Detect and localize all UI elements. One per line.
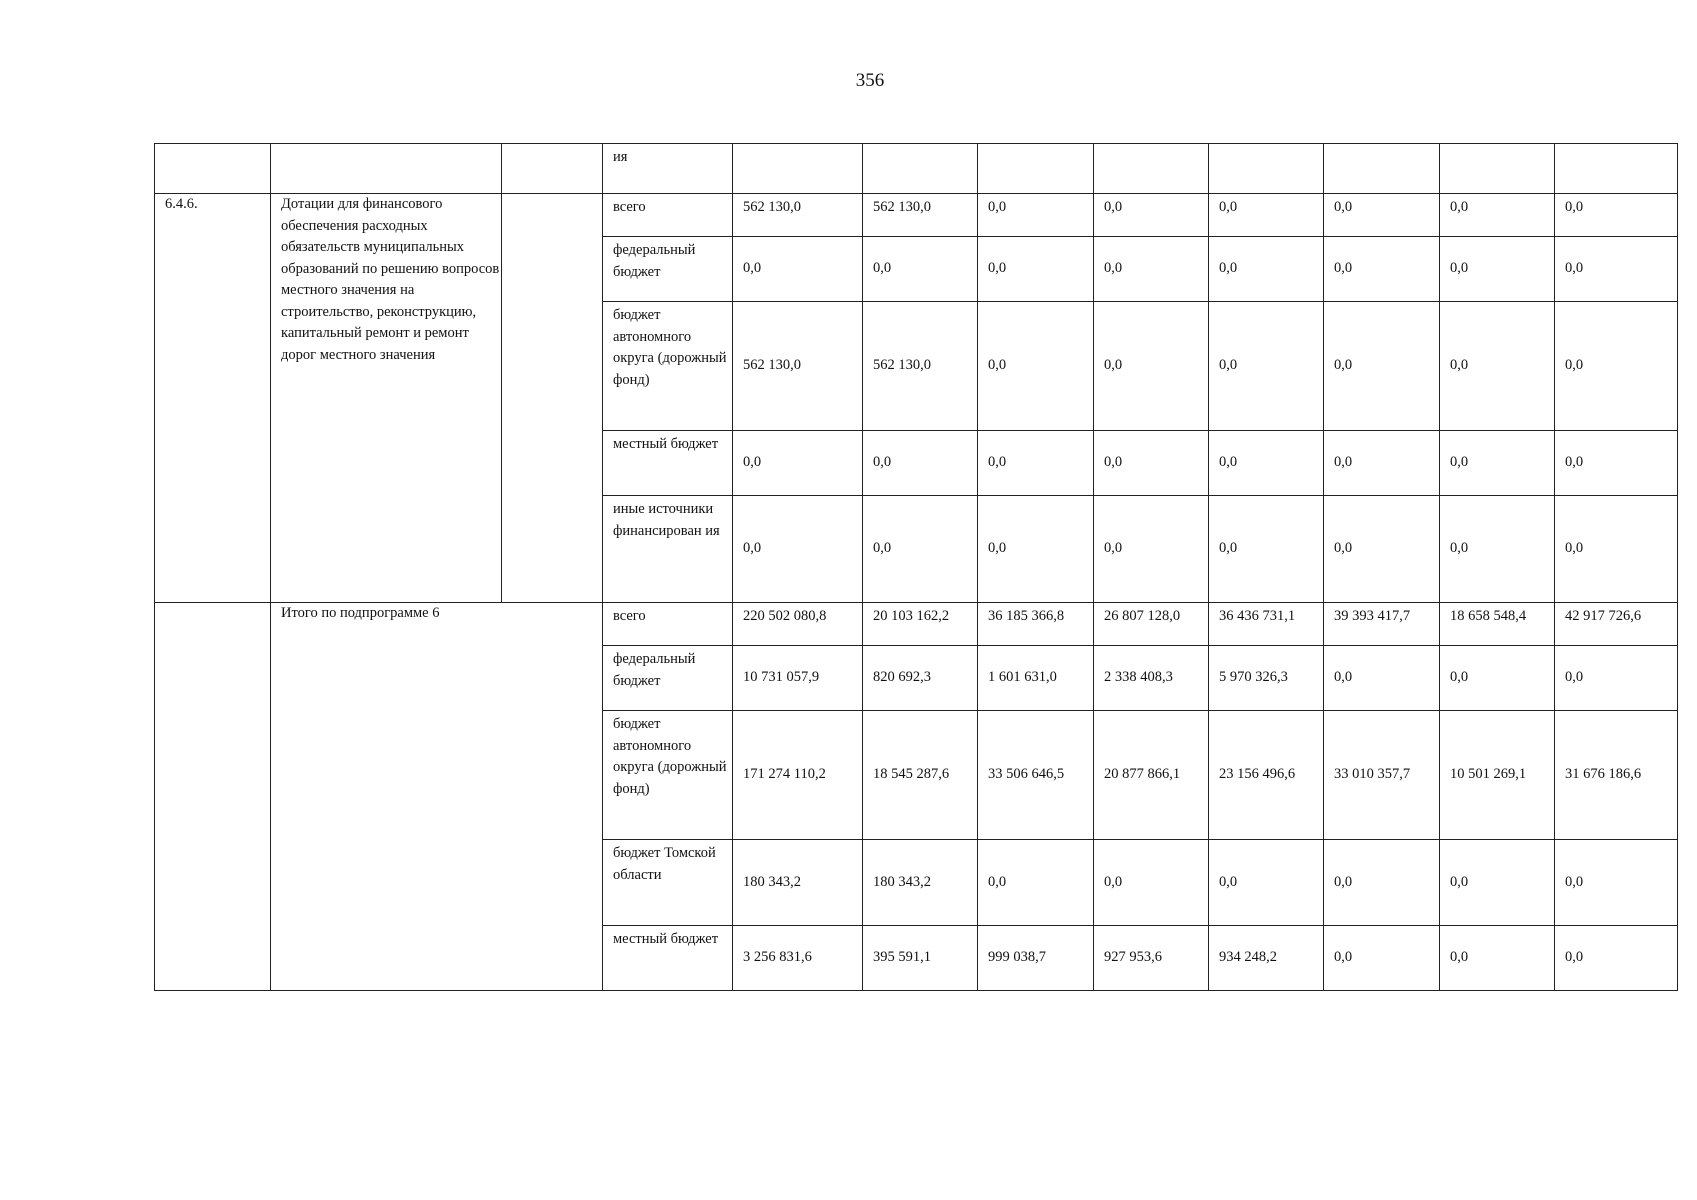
value-cell: 3 256 831,6 <box>733 926 863 991</box>
source-cell: всего <box>603 603 733 646</box>
value-cell: 220 502 080,8 <box>733 603 863 646</box>
value-cell: 562 130,0 <box>863 194 978 237</box>
source-cell: местный бюджет <box>603 431 733 496</box>
source-cell: ия <box>603 144 733 194</box>
value-cell: 0,0 <box>1324 237 1440 302</box>
value-cell: 0,0 <box>1440 431 1555 496</box>
section-name: Дотации для финансового обеспечения расходных обязательств муниципальных образований по решению вопросов местного значения на строительство, реконструкцию, капитальный ремонт и ремонт дорог местного значения <box>271 194 502 603</box>
value-cell: 0,0 <box>1555 431 1678 496</box>
source-cell: федеральный бюджет <box>603 237 733 302</box>
value-cell: 36 436 731,1 <box>1209 603 1324 646</box>
value-cell: 31 676 186,6 <box>1555 711 1678 840</box>
value-cell: 934 248,2 <box>1209 926 1324 991</box>
value-cell: 927 953,6 <box>1094 926 1209 991</box>
table-row <box>155 144 1678 194</box>
value-cell: 562 130,0 <box>863 302 978 431</box>
value-cell: 0,0 <box>1440 840 1555 926</box>
value-cell: 0,0 <box>1094 237 1209 302</box>
value-cell: 0,0 <box>1324 840 1440 926</box>
value-cell: 0,0 <box>1209 496 1324 603</box>
value-cell: 0,0 <box>733 237 863 302</box>
source-cell: федеральный бюджет <box>603 646 733 711</box>
value-cell: 0,0 <box>978 194 1094 237</box>
value-cell: 0,0 <box>733 431 863 496</box>
value-cell: 42 917 726,6 <box>1555 603 1678 646</box>
section-code: 6.4.6. <box>155 194 271 603</box>
value-cell: 0,0 <box>1324 431 1440 496</box>
source-cell: бюджет Томской области <box>603 840 733 926</box>
value-cell: 0,0 <box>978 431 1094 496</box>
value-cell: 18 545 287,6 <box>863 711 978 840</box>
source-cell: иные источники финансирован ия <box>603 496 733 603</box>
value-cell: 999 038,7 <box>978 926 1094 991</box>
value-cell: 1 601 631,0 <box>978 646 1094 711</box>
value-cell: 0,0 <box>1324 194 1440 237</box>
value-cell: 0,0 <box>1209 431 1324 496</box>
value-cell: 0,0 <box>1094 302 1209 431</box>
page-number: 356 <box>855 70 885 91</box>
value-cell: 0,0 <box>863 237 978 302</box>
executor-cell <box>502 144 603 194</box>
value-cell: 18 658 548,4 <box>1440 603 1555 646</box>
value-cell: 0,0 <box>1094 194 1209 237</box>
subprogram-total-name: Итого по подпрограмме 6 <box>271 603 603 991</box>
source-cell: бюджет автономного округа (дорожный фонд) <box>603 302 733 431</box>
value-cell: 39 393 417,7 <box>1324 603 1440 646</box>
value-cell: 180 343,2 <box>863 840 978 926</box>
source-cell: местный бюджет <box>603 926 733 991</box>
value-cell: 10 501 269,1 <box>1440 711 1555 840</box>
value-cell: 20 877 866,1 <box>1094 711 1209 840</box>
value-cell: 0,0 <box>863 496 978 603</box>
source-cell: всего <box>603 194 733 237</box>
value-cell: 5 970 326,3 <box>1209 646 1324 711</box>
value-cell: 0,0 <box>1440 237 1555 302</box>
value-cell: 0,0 <box>1209 194 1324 237</box>
value-cell: 0,0 <box>978 302 1094 431</box>
value-cell: 0,0 <box>1324 496 1440 603</box>
value-cell: 171 274 110,2 <box>733 711 863 840</box>
value-cell: 33 010 357,7 <box>1324 711 1440 840</box>
value-cell: 0,0 <box>978 840 1094 926</box>
code-cell <box>155 144 271 194</box>
value-cell: 0,0 <box>1209 237 1324 302</box>
value-cell: 562 130,0 <box>733 194 863 237</box>
value-cell: 0,0 <box>1094 431 1209 496</box>
value-cell: 0,0 <box>1094 840 1209 926</box>
table-row <box>155 603 1678 646</box>
value-cell: 0,0 <box>1209 840 1324 926</box>
value-cell: 2 338 408,3 <box>1094 646 1209 711</box>
value-cell: 0,0 <box>978 237 1094 302</box>
value-cell: 0,0 <box>1555 840 1678 926</box>
value-cell: 0,0 <box>1555 926 1678 991</box>
table-row <box>155 194 1678 237</box>
value-cell: 20 103 162,2 <box>863 603 978 646</box>
value-cell: 0,0 <box>1324 646 1440 711</box>
value-cell: 0,0 <box>1324 926 1440 991</box>
value-cell: 23 156 496,6 <box>1209 711 1324 840</box>
executor-cell <box>502 194 603 603</box>
value-cell: 0,0 <box>1555 646 1678 711</box>
value-cell: 0,0 <box>863 431 978 496</box>
value-cell: 0,0 <box>1094 496 1209 603</box>
value-cell: 36 185 366,8 <box>978 603 1094 646</box>
value-cell: 0,0 <box>1440 302 1555 431</box>
name-cell <box>271 144 502 194</box>
source-cell: бюджет автономного округа (дорожный фонд) <box>603 711 733 840</box>
value-cell: 33 506 646,5 <box>978 711 1094 840</box>
value-cell: 0,0 <box>1440 926 1555 991</box>
value-cell: 10 731 057,9 <box>733 646 863 711</box>
value-cell: 180 343,2 <box>733 840 863 926</box>
value-cell: 0,0 <box>1209 302 1324 431</box>
value-cell: 0,0 <box>733 496 863 603</box>
value-cell: 0,0 <box>978 496 1094 603</box>
value-cell: 0,0 <box>1440 496 1555 603</box>
value-cell: 0,0 <box>1440 646 1555 711</box>
value-cell: 0,0 <box>1555 237 1678 302</box>
value-cell: 26 807 128,0 <box>1094 603 1209 646</box>
value-cell: 562 130,0 <box>733 302 863 431</box>
budget-table <box>154 143 1678 991</box>
value-cell: 0,0 <box>1440 194 1555 237</box>
value-cell: 820 692,3 <box>863 646 978 711</box>
value-cell: 0,0 <box>1555 302 1678 431</box>
code-cell <box>155 603 271 991</box>
value-cell: 0,0 <box>1555 496 1678 603</box>
value-cell: 0,0 <box>1555 194 1678 237</box>
value-cell: 0,0 <box>1324 302 1440 431</box>
value-cell: 395 591,1 <box>863 926 978 991</box>
